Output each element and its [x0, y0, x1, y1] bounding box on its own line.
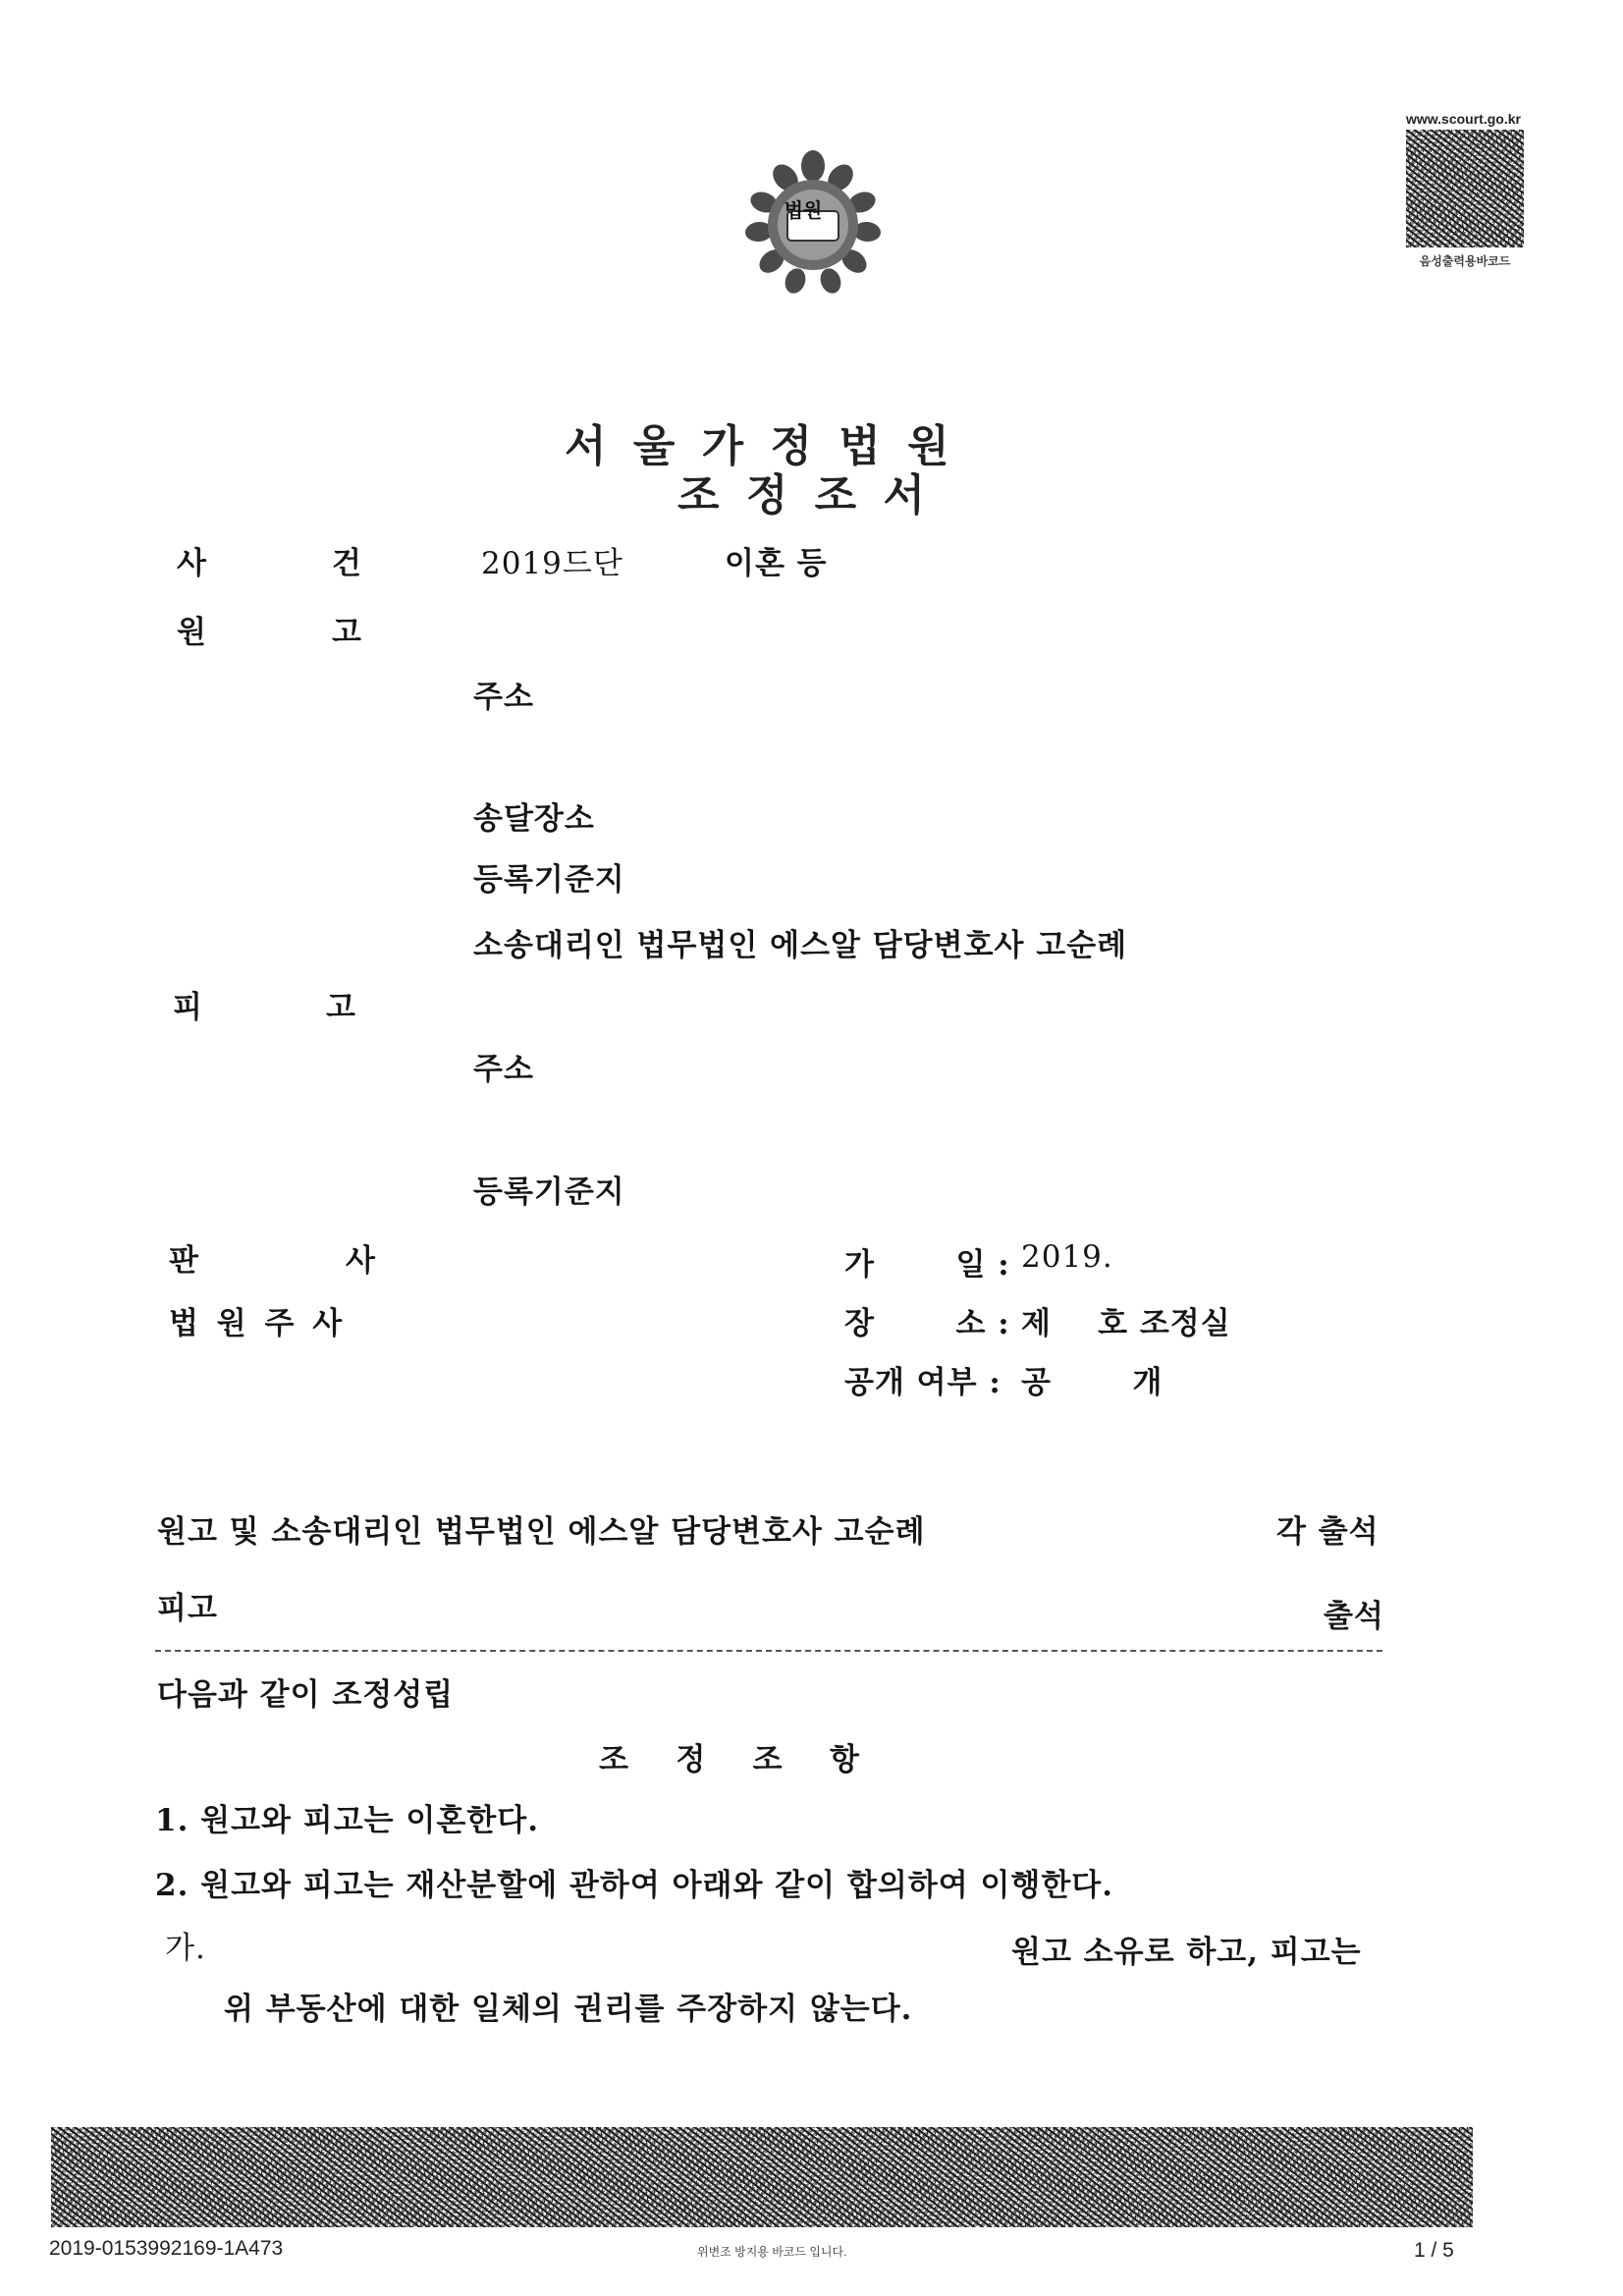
page-number: 1 / 5 — [1414, 2239, 1454, 2262]
session-public-value: 공 개 — [1021, 1365, 1163, 1400]
plaintiff-registry-label: 등록기준지 — [473, 862, 625, 898]
settlement-item-2: 2. 원고와 피고는 재산분할에 관하여 아래와 같이 합의하여 이행한다. — [155, 1868, 1114, 1903]
judge-label-b: 사 — [346, 1243, 376, 1279]
court-seal — [725, 130, 882, 282]
settlement-sub-a-continuation: 위 부동산에 대한 일체의 권리를 주장하지 않는다. — [224, 1992, 913, 2027]
settlement-sub-a-label: 가. — [165, 1931, 206, 1966]
session-public-label: 공개 여부 : — [844, 1365, 1001, 1400]
defendant-label-a: 피 — [173, 990, 203, 1025]
document-title: 조 정 조 서 — [677, 470, 931, 520]
court-emblem-icon — [734, 148, 892, 301]
voice-output-barcode — [1406, 130, 1524, 247]
court-clerk-label: 법 원 주 사 — [169, 1306, 347, 1341]
anti-forgery-barcode — [51, 2127, 1473, 2227]
document-id: 2019-0153992169-1A473 — [49, 2237, 284, 2260]
settlement-intro: 다음과 같이 조정성립 — [157, 1677, 455, 1713]
seal-label: 법원 — [784, 198, 823, 222]
case-label-a: 사 — [177, 546, 207, 581]
settlement-sub-a-right: 원고 소유로 하고, 피고는 — [1011, 1935, 1362, 1970]
attendance-row-1-status: 각 출석 — [1276, 1514, 1380, 1550]
section-divider — [155, 1650, 1382, 1652]
case-number: 2019드단 — [481, 546, 623, 581]
plaintiff-label-a: 원 — [177, 615, 207, 650]
barcode-notice: 위변조 방지용 바코드 입니다. — [697, 2245, 847, 2259]
plaintiff-label-b: 고 — [332, 615, 362, 650]
judge-label-a: 판 — [169, 1243, 199, 1279]
session-date-value: 2019. — [1021, 1239, 1113, 1275]
defendant-registry-label: 등록기준지 — [473, 1175, 625, 1210]
attendance-row-1: 원고 및 소송대리인 법무법인 에스알 담당변호사 고순례 — [157, 1514, 926, 1550]
attendance-row-2: 피고 — [157, 1591, 218, 1626]
defendant-label-b: 고 — [326, 990, 356, 1025]
qr-caption: 음성출력용바코드 — [1419, 254, 1511, 268]
session-date-label: 가 일 : — [844, 1247, 1010, 1283]
plaintiff-address-label: 주소 — [473, 680, 534, 715]
settlement-item-1: 1. 원고와 피고는 이혼한다. — [155, 1803, 539, 1838]
plaintiff-agent: 소송대리인 법무법인 에스알 담당변호사 고순례 — [473, 928, 1128, 963]
session-place-label: 장 소 : — [844, 1306, 1010, 1341]
session-place-value: 제 호 조정실 — [1021, 1306, 1231, 1341]
settlement-title: 조 정 조 항 — [599, 1742, 863, 1777]
case-title: 이혼 등 — [725, 546, 828, 581]
plaintiff-service-label: 송달장소 — [473, 801, 595, 837]
defendant-address-label: 주소 — [473, 1052, 534, 1087]
attendance-row-2-status: 출석 — [1324, 1599, 1384, 1634]
court-name: 서 울 가 정 법 원 — [565, 421, 955, 471]
case-label-b: 건 — [332, 546, 362, 581]
qr-url: www.scourt.go.kr — [1406, 111, 1521, 127]
